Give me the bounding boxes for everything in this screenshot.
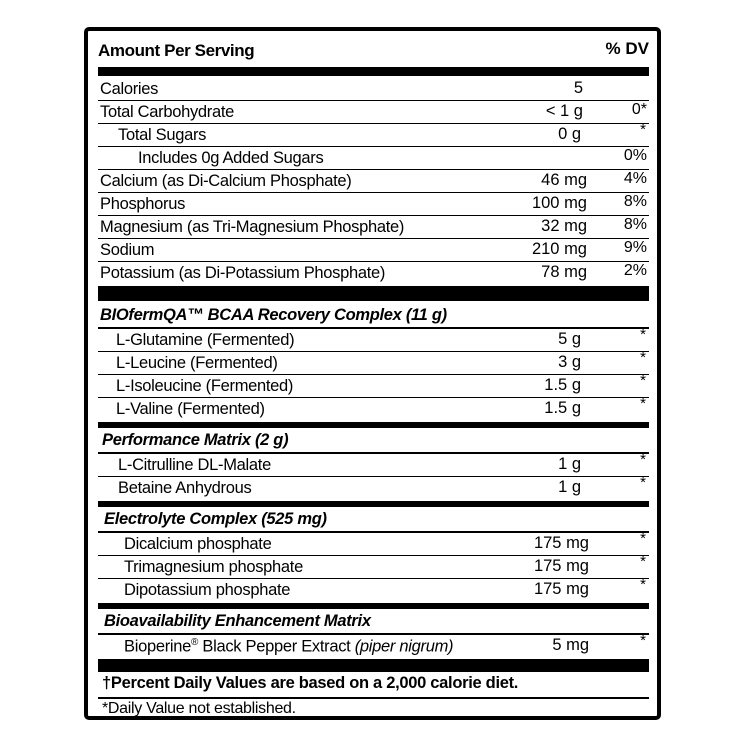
ingredient-name: Bioperine® Black Pepper Extract (piper nigrum)	[124, 637, 454, 656]
ingredient-qty: 3 g	[558, 353, 581, 371]
ingredient-dv: *	[640, 372, 646, 389]
ingredient-row	[98, 576, 649, 602]
nutrient-qty: 78 mg	[541, 263, 587, 281]
ingredient-dv: *	[640, 632, 646, 649]
percent-dv-heading: % DV	[605, 39, 649, 58]
ingredient-qty: 1 g	[558, 478, 581, 496]
nutrient-name: Includes 0g Added Sugars	[138, 149, 324, 167]
ingredient-qty: 175 mg	[533, 534, 589, 552]
nutrient-row	[98, 193, 649, 216]
nutrient-qty: 5	[573, 79, 583, 97]
ingredient-qty: 1.5 g	[544, 376, 581, 394]
ingredient-name: L-Leucine (Fermented)	[116, 354, 278, 372]
nutrient-row	[98, 262, 649, 285]
ingredient-row	[98, 349, 649, 375]
ingredient-qty: 1 g	[558, 455, 581, 473]
ingredient-qty: 5 g	[558, 330, 581, 348]
ingredient-dv: *	[640, 530, 646, 547]
medium-divider	[98, 501, 649, 507]
facts-table	[98, 31, 649, 716]
nutrient-name: Total Sugars	[118, 126, 207, 144]
ingredient-row	[98, 553, 649, 579]
nutrient-name: Potassium (as Di-Potassium Phosphate)	[100, 264, 386, 282]
ingredient-dv: *	[640, 326, 646, 343]
amount-per-serving-heading: Amount Per Serving	[98, 41, 255, 60]
nutrient-row	[98, 216, 649, 239]
nutrient-dv: 8%	[623, 193, 647, 210]
nutrient-row	[98, 78, 649, 101]
nutrient-name: Total Carbohydrate	[100, 103, 235, 121]
nutrient-row	[98, 170, 649, 193]
ingredient-qty: 1.5 g	[544, 399, 581, 417]
ingredient-dv: *	[640, 474, 646, 491]
ingredient-row	[98, 395, 649, 421]
nutrient-qty: < 1 g	[545, 102, 583, 120]
ingredient-name: L-Glutamine (Fermented)	[116, 331, 295, 349]
nutrient-row	[98, 147, 649, 170]
ingredient-name: Dipotassium phosphate	[124, 581, 291, 599]
ingredient-qty: 175 mg	[533, 580, 589, 598]
medium-divider	[98, 422, 649, 428]
nutrient-name: Phosphorus	[100, 195, 186, 213]
ingredient-row	[98, 530, 649, 556]
nutrient-qty: 210 mg	[531, 240, 587, 258]
nutrient-name: Sodium	[100, 241, 155, 259]
ingredient-name: Dicalcium phosphate	[124, 535, 272, 553]
section-heading-performance: Performance Matrix (2 g)	[102, 431, 289, 449]
nutrient-dv: 0%	[623, 147, 647, 164]
thick-divider	[98, 659, 649, 672]
ingredient-dv: *	[640, 576, 646, 593]
ingredient-row	[98, 632, 649, 658]
supplement-facts-panel	[84, 27, 661, 720]
ingredient-name: Trimagnesium phosphate	[124, 558, 303, 576]
nutrient-name: Calories	[100, 80, 159, 98]
section-heading-bioavailability: Bioavailability Enhancement Matrix	[104, 612, 371, 630]
ingredient-row	[98, 451, 649, 477]
thick-divider	[98, 286, 649, 301]
ingredient-row	[98, 474, 649, 500]
divider	[98, 697, 649, 699]
ingredient-dv: *	[640, 553, 646, 570]
nutrient-dv: 8%	[623, 216, 647, 233]
ingredient-qty: 175 mg	[533, 557, 589, 575]
nutrient-row	[98, 239, 649, 262]
nutrient-qty: 100 mg	[531, 194, 587, 212]
thick-divider	[98, 67, 649, 76]
daily-value-footnote: †Percent Daily Values are based on a 2,000 calorie diet.	[102, 674, 519, 692]
nutrient-name: Magnesium (as Tri-Magnesium Phosphate)	[100, 218, 405, 236]
ingredient-name: L-Citrulline DL-Malate	[118, 456, 271, 474]
table-header	[98, 37, 649, 63]
nutrient-qty: 32 mg	[541, 217, 587, 235]
nutrient-qty: 0 g	[558, 125, 581, 143]
nutrient-name: Calcium (as Di-Calcium Phosphate)	[100, 172, 352, 190]
section-heading-bcaa: BIOfermQA™ BCAA Recovery Complex (11 g)	[100, 306, 447, 324]
ingredient-name: L-Valine (Fermented)	[116, 400, 265, 418]
ingredient-qty: 5 mg	[552, 636, 589, 654]
section-heading-electrolyte: Electrolyte Complex (525 mg)	[104, 510, 327, 528]
medium-divider	[98, 603, 649, 609]
ingredient-row	[98, 372, 649, 398]
nutrient-row	[98, 121, 649, 147]
ingredient-dv: *	[640, 349, 646, 366]
ingredient-dv: *	[640, 451, 646, 468]
ingredient-row	[98, 326, 649, 352]
nutrient-dv: 0*	[631, 101, 647, 118]
nutrient-dv: 9%	[623, 239, 647, 256]
not-established-footnote: *Daily Value not established.	[102, 700, 296, 717]
ingredient-name: Betaine Anhydrous	[118, 479, 252, 497]
ingredient-name: L-Isoleucine (Fermented)	[116, 377, 294, 395]
nutrient-qty: 46 mg	[541, 171, 587, 189]
nutrient-dv: 2%	[623, 262, 647, 279]
nutrient-row	[98, 101, 649, 124]
nutrient-dv: *	[640, 121, 646, 138]
nutrient-dv: 4%	[623, 170, 647, 187]
ingredient-dv: *	[640, 395, 646, 412]
